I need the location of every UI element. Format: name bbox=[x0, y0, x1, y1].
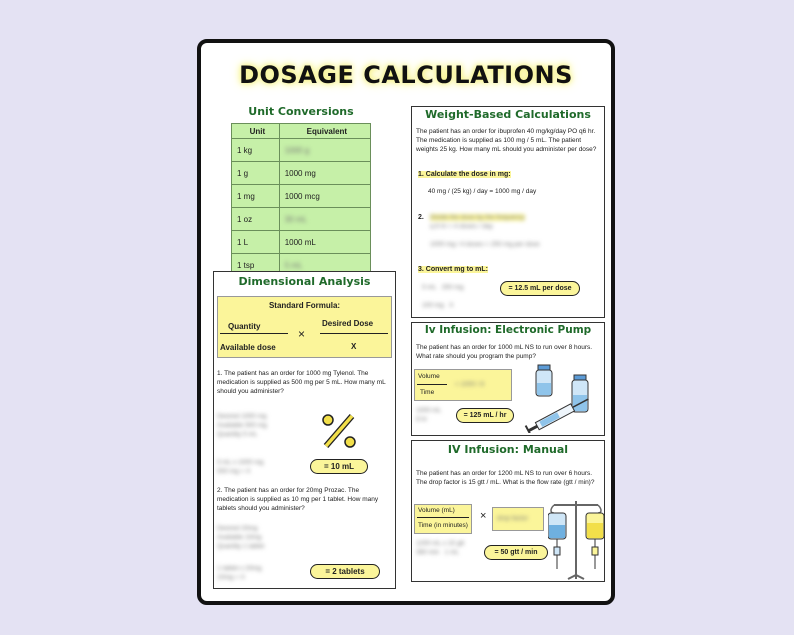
fraction-line bbox=[417, 384, 447, 385]
iv-pump-panel bbox=[411, 322, 605, 436]
multiply-sign: × bbox=[480, 510, 487, 522]
answer-2: = 2 tablets bbox=[310, 564, 380, 579]
fraction-line bbox=[417, 517, 469, 518]
question-1: 1. The patient has an order for 1000 mg Tylenol. The medication is supplied as 500 mg per 5 mL. How many mL should you administer? bbox=[217, 370, 386, 395]
dimensional-analysis-panel bbox=[213, 271, 396, 589]
syringe-vials-icon bbox=[522, 361, 602, 433]
pump-time-label: Time bbox=[420, 389, 435, 396]
formula-x: X bbox=[351, 342, 357, 351]
weight-answer: = 12.5 mL per dose bbox=[500, 281, 580, 296]
percent-icon bbox=[319, 412, 359, 450]
formula-quantity: Quantity bbox=[228, 322, 261, 331]
formula-title: Standard Formula: bbox=[268, 301, 341, 310]
drop-factor-box bbox=[492, 507, 544, 531]
fraction-line bbox=[320, 333, 388, 334]
equivalent-cell-blurred: 5 mL bbox=[279, 254, 370, 277]
formula-available-dose: Available dose bbox=[220, 343, 276, 352]
unit-cell: 1 tsp bbox=[232, 254, 280, 277]
manual-time-label: Time (in minutes) bbox=[418, 522, 468, 529]
dimensional-analysis-title: Dimensional Analysis bbox=[238, 275, 371, 288]
unit-cell: 1 L bbox=[232, 231, 280, 254]
work-blurred: Desired 20mg Available 10mg Quantity 1 tablet bbox=[217, 525, 265, 550]
iv-manual-panel bbox=[411, 440, 605, 582]
table-row bbox=[232, 139, 371, 162]
work-blurred: Desired 1000 mg Available 500 mg Quantity 5 mL bbox=[217, 413, 267, 438]
pump-answer: = 125 mL / hr bbox=[456, 408, 514, 423]
iv-manual-title: IV Infusion: Manual bbox=[447, 443, 569, 456]
work-blurred: 5 mL x 1000 mg 500 mg = X bbox=[217, 459, 264, 475]
pump-volume-label: Volume bbox=[418, 373, 440, 380]
table-row bbox=[232, 162, 371, 185]
manual-answer: = 50 gtt / min bbox=[484, 545, 548, 560]
unit-cell: 1 mg bbox=[232, 185, 280, 208]
column-header: Unit bbox=[232, 124, 280, 139]
manual-volume-label: Volume (mL) bbox=[418, 507, 455, 514]
worksheet bbox=[197, 39, 615, 605]
fraction-line bbox=[220, 333, 288, 334]
question-2: 2. The patient has an order for 20mg Prozac. The medication is supplied as 10 mg per 1 tablet. How many tablets should you administer? bbox=[217, 487, 379, 512]
answer-1: = 10 mL bbox=[310, 459, 368, 474]
equivalent-cell-blurred: 30 mL bbox=[279, 208, 370, 231]
equivalent-cell-blurred: 1000 g bbox=[279, 139, 370, 162]
drop-factor-blurred: drop factor bbox=[497, 515, 529, 522]
unit-cell: 1 g bbox=[232, 162, 280, 185]
page-title: DOSAGE CALCULATIONS bbox=[239, 61, 573, 89]
step-2-blurred: Divide the dose by the frequency q 6 hr = 4 doses / day 1000 mg / 4 doses = 250 mg per dose bbox=[430, 214, 540, 248]
weight-based-title: Weight-Based Calculations bbox=[425, 108, 591, 121]
step-3-blurred: 5 mL 250 mg 100 mg X bbox=[422, 284, 464, 309]
step-3-label: 3. Convert mg to mL: bbox=[418, 266, 489, 273]
multiply-sign: × bbox=[298, 327, 306, 341]
column-header: Equivalent bbox=[279, 124, 370, 139]
table-header-row bbox=[232, 124, 371, 139]
equivalent-cell: 1000 mL bbox=[279, 231, 370, 254]
manual-question: The patient has an order for 1200 mL NS to run over 6 hours. The drop factor is 15 gtt / mL. What is the flow rate (gtt / min)? bbox=[416, 470, 595, 486]
iv-bags-icon bbox=[548, 499, 606, 583]
table-row bbox=[232, 208, 371, 231]
weight-question: The patient has an order for ibuprofen 40 mg/kg/day PO q6 hr. The medication is supplied as 100 mg / 5 mL. The patient weights 25 kg. How many mL should you administer per dose? bbox=[416, 128, 597, 153]
pump-question: The patient has an order for 1000 mL NS to run over 8 hours. What rate should you program the pump? bbox=[416, 344, 593, 360]
formula-desired-dose: Desired Dose bbox=[322, 319, 374, 328]
manual-work-blurred: 1200 mL x 15 gtt 360 min 1 mL bbox=[416, 540, 465, 556]
iv-pump-title: Iv Infusion: Electronic Pump bbox=[424, 324, 592, 336]
table-row bbox=[232, 231, 371, 254]
pump-work-blurred: = 1000 / 8 bbox=[455, 381, 485, 388]
step-1-work: 40 mg / (25 kg) / day = 1000 mg / day bbox=[428, 188, 537, 195]
unit-cell: 1 kg bbox=[232, 139, 280, 162]
weight-based-panel bbox=[411, 106, 605, 318]
unit-cell: 1 oz bbox=[232, 208, 280, 231]
step-1-label: 1. Calculate the dose in mg: bbox=[418, 171, 511, 178]
pump-formula-box bbox=[414, 369, 512, 401]
unit-conversions-title: Unit Conversions bbox=[248, 105, 354, 118]
table-row bbox=[232, 185, 371, 208]
equivalent-cell: 1000 mcg bbox=[279, 185, 370, 208]
equivalent-cell: 1000 mg bbox=[279, 162, 370, 185]
step-2-label: 2. bbox=[418, 214, 424, 221]
pump-work-blurred: 1000 mL 8 hr bbox=[416, 407, 442, 423]
standard-formula-box bbox=[217, 296, 392, 358]
manual-volume-time-box bbox=[414, 504, 472, 534]
unit-conversion-table bbox=[231, 123, 371, 277]
work-blurred: 1 tablet x 20mg 10mg = X bbox=[217, 565, 262, 581]
